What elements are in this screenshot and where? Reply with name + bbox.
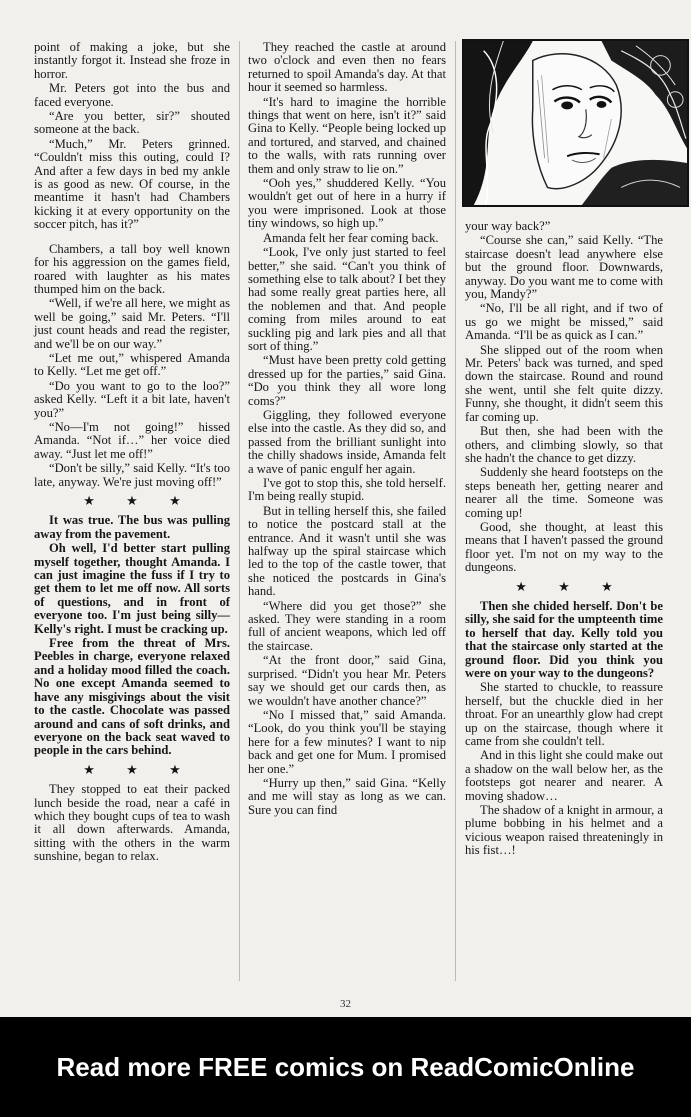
girl-face-drawing xyxy=(464,41,687,205)
paragraph: But then, she had been with the others, and climbing slowly, so that she hadn't the chance to get dizzy. xyxy=(465,424,663,465)
paragraph: “No I missed that,” said Amanda. “Look, do you think you'll be staying here for a few minutes? I want to nip back and get one for Mum. I promised her one.” xyxy=(248,707,446,776)
paragraph: “At the front door,” said Gina, surprised. “Didn't you hear Mr. Peters say we should get our cards then, as we wouldn't have another chance?” xyxy=(248,653,446,708)
paragraph: Then she chided herself. Don't be silly, she said for the umpteenth time to herself that day. Kelly told you that the staircase only started at the ground floor. Did you think you were on your way to the dungeons? xyxy=(465,598,663,680)
paragraph: “Hurry up then,” said Gina. “Kelly and me will stay as long as we can. Sure you can find xyxy=(248,775,446,817)
paragraph: “It's hard to imagine the horrible things that went on here, isn't it?” said Gina to Kelly. “People being locked up and tortured, and starved, and chained to the walls, with rats running over them and only straw to lie on.” xyxy=(248,94,446,176)
promo-banner[interactable]: Read more FREE comics on ReadComicOnline xyxy=(0,1017,691,1117)
section-break-stars: ★ ★ ★ xyxy=(83,493,195,508)
paragraph: Giggling, they followed everyone else into the castle. As they did so, and passed from the brilliant sunlight into the chilly shadows inside, Amanda felt a wave of panic engulf her again. xyxy=(248,407,446,476)
paragraph: your way back?” xyxy=(465,219,551,233)
paragraph: point of making a joke, but she instantly forgot it. Instead she froze in horror. xyxy=(34,40,230,81)
paragraph: Free from the threat of Mrs. Peebles in charge, everyone relaxed and a holiday mood filled the coach. No one except Amanda seemed to have any misgivings about the visit to the castle. Chocolate was passed around and cans of soft drinks, and everyone on the back seat waved to people in the cars behind. xyxy=(34,636,230,758)
paragraph: Mr. Peters got into the bus and faced everyone. xyxy=(34,81,230,109)
paragraph: I've got to stop this, she told herself. I'm being really stupid. xyxy=(248,476,446,504)
story-illustration xyxy=(462,39,689,207)
paragraph: “Course she can,” said Kelly. “The staircase doesn't lead anywhere else but the ground floor. Downwards, anyway. Do you want me to come with you, Mandy?” xyxy=(465,233,663,302)
paragraph: “Look, I've only just started to feel better,” she said. “Can't you think of something else to talk about? I bet they had some really great parties here, all the noblemen and that. And people coming from miles around to eat suckling pig and lark pies and all that sort of thing.” xyxy=(248,245,446,353)
section-break-stars: ★ ★ ★ xyxy=(83,761,195,777)
paragraph: And in this light she could make out a shadow on the wall below her, as the footsteps got nearer and nearer. A moving shadow… xyxy=(465,748,663,803)
paragraph: “No—I'm not going!” hissed Amanda. “Not if…” her voice died away. “Just let me off!” xyxy=(34,419,230,461)
paragraph: “Do you want to go to the loo?” asked Kelly. “Left it a bit late, haven't you?” xyxy=(34,378,230,420)
paragraph: Amanda felt her fear coming back. xyxy=(263,230,439,245)
paragraph: Suddenly she heard footsteps on the steps beneath her, getting nearer and nearer all the time. Someone was coming up! xyxy=(465,465,663,520)
paragraph: Chambers, a tall boy well known for his aggression on the games field, roared with laughter as his mates thumped him on the back. xyxy=(34,241,230,296)
paragraph: “Much,” Mr. Peters grinned. “Couldn't miss this outing, could I? And after a few days in bed my ankle is as good as new. Of course, in the meantime it hasn't had Chambers kicking it at every opportunity on the soccer pitch, has it?” xyxy=(34,136,230,232)
paragraph: They reached the castle at around two o'clock and even then no fears returned to spoil Amanda's day. At that hour it seemed so harmless. xyxy=(248,40,446,95)
paragraph: She slipped out of the room when Mr. Peters' back was turned, and sped down the staircase. Round and round she went, until she felt quite dizzy. Funny, she thought, it didn't seem this far coming up. xyxy=(465,342,663,424)
text-column-3 xyxy=(465,220,663,858)
column-divider xyxy=(239,41,240,981)
paragraph: The shadow of a knight in armour, a plume bobbing in his helmet and a vicious weapon raised threateningly in his fist…! xyxy=(465,803,663,858)
paragraph: But in telling herself this, she failed to notice the postcard stall at the entrance. And it wasn't until she was halfway up the spiral staircase which led to the top of the castle tower, that she noticed the postcards in Gina's hand. xyxy=(248,503,446,599)
paragraph: “Ooh yes,” shuddered Kelly. “You wouldn't get out of here in a hurry if you were imprisoned. Look at those tiny windows, so high up.” xyxy=(248,176,446,231)
paragraph: “Let me out,” whispered Amanda to Kelly. “Let me get off.” xyxy=(34,350,230,379)
paragraph: “Don't be silly,” said Kelly. “It's too late, anyway. We're just moving off!” xyxy=(34,461,230,489)
paragraph: “No, I'll be all right, and if two of us go we might be missed,” said Amanda. “I'll be as quick as I can.” xyxy=(465,301,663,343)
paragraph: “Well, if we're all here, we might as well be going,” said Mr. Peters. “I'll just count heads and read the register, and we'll be on our way.” xyxy=(34,296,230,351)
text-column-1 xyxy=(34,41,230,864)
paragraph: “Must have been pretty cold getting dressed up for the parties,” said Gina. “Do you think they all wore long coms?” xyxy=(248,353,446,408)
paragraph: “Where did you get those?” she asked. They were standing in a room full of ancient weapons, which led off the staircase. xyxy=(248,598,446,653)
page-number: 32 xyxy=(340,998,351,1010)
section-break-stars: ★ ★ ★ xyxy=(515,578,627,594)
paragraph: She started to chuckle, to reassure herself, but the chuckle died in her throat. For an unearthly glow had crept up on the staircase, though where it came from she couldn't tell. xyxy=(465,680,663,749)
paragraph: It was true. The bus was pulling away from the pavement. xyxy=(34,513,230,541)
paragraph: Good, she thought, at least this means that I haven't passed the ground floor yet. I'm not on my way to the dungeons. xyxy=(465,519,663,575)
paragraph: They stopped to eat their packed lunch beside the road, near a café in which they bought cups of tea to wash it all down afterwards. Amanda, sitting with the others in the warm sunshine, began to relax. xyxy=(34,782,230,864)
paragraph: Oh well, I'd better start pulling myself together, thought Amanda. I can just imagine the fuss if I try to get them to let me off now. All sorts of questions, and in front of everyone too. I'm just being silly—Kelly's right. I must be cracking up. xyxy=(34,541,230,636)
paragraph: “Are you better, sir?” shouted someone at the back. xyxy=(34,109,230,137)
column-divider xyxy=(455,41,456,981)
text-column-2 xyxy=(248,41,446,817)
